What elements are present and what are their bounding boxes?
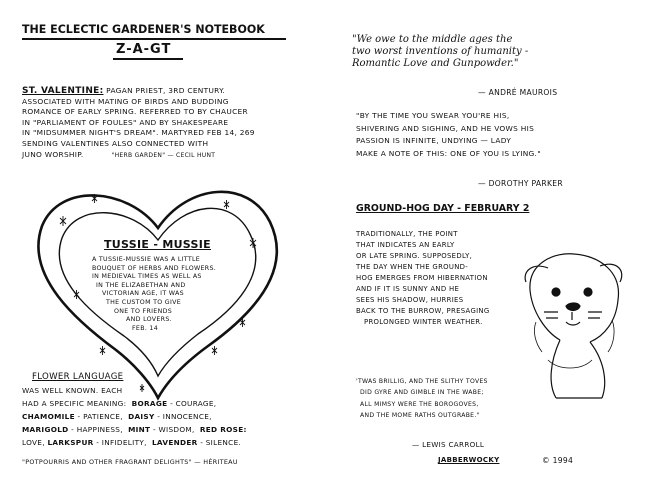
carroll-quote-line: AND THE MOME RATHS OUTGRABE." — [360, 412, 480, 420]
flower-larkspur-meaning: - INFIDELITY, — [96, 438, 147, 447]
flower-chamomile-meaning: - PATIENCE, — [77, 412, 123, 421]
notebook-subtitle: Z-A-GT — [116, 42, 172, 57]
carroll-quote-line: 'TWAS BRILLIG, AND THE SLITHY TOVES — [356, 378, 488, 385]
groundhog-line: THE DAY WHEN THE GROUND- — [356, 263, 469, 271]
carroll-author: — LEWIS CARROLL — [412, 440, 485, 449]
tussie-line: A TUSSIE-MUSSIE WAS A LITTLE — [92, 256, 201, 263]
flower-love: LOVE, — [22, 438, 45, 447]
flower-language-heading: FLOWER LANGUAGE — [32, 372, 124, 382]
groundhog-line: PROLONGED WINTER WEATHER. — [364, 318, 483, 326]
groundhog-line: OR LATE SPRING. SUPPOSEDLY, — [356, 252, 473, 260]
left-footer-source: "POTPOURRIS AND OTHER FRAGRANT DELIGHTS" — HÉRITEAU — [22, 458, 238, 466]
groundhog-text — [356, 229, 536, 328]
valentine-line: PAGAN PRIEST, 3RD CENTURY. — [106, 86, 226, 95]
notebook-title: THE ECLECTIC GARDENER'S NOTEBOOK — [22, 22, 265, 36]
groundhog-heading: GROUND-HOG DAY - FEBRUARY 2 — [356, 203, 530, 214]
flower-larkspur: LARKSPUR — [47, 438, 94, 447]
tussie-line: AND LOVERS. — [126, 316, 172, 324]
parker-quote — [356, 110, 636, 160]
valentine-heading: ST. VALENTINE: — [22, 86, 104, 96]
flower-chamomile: CHAMOMILE — [22, 412, 75, 421]
flower-mint: MINT — [128, 425, 151, 434]
valentine-line: IN "PARLIAMENT OF FOULES" AND BY SHAKESPEARE — [22, 117, 229, 127]
flower-language-line: HAD A SPECIFIC MEANING: — [22, 399, 127, 408]
maurois-quote-line: two worst inventions of humanity - — [352, 46, 529, 57]
flower-lavender-meaning: - SILENCE. — [200, 438, 242, 447]
groundhog-line: SEES HIS SHADOW, HURRIES — [356, 296, 464, 304]
tussie-line: ONE TO FRIENDS — [114, 307, 173, 315]
flower-daisy-meaning: - INNOCENCE, — [157, 412, 212, 421]
tussie-heading: TUSSIE - MUSSIE — [104, 238, 211, 251]
tussie-line: THE CUSTOM TO GIVE — [106, 298, 182, 306]
parker-quote-line: "BY THE TIME YOU SWEAR YOU'RE HIS, — [356, 111, 510, 120]
flower-language-line: WAS WELL KNOWN. EACH — [22, 386, 123, 395]
tussie-line: IN THE ELIZABETHAN AND — [96, 281, 186, 289]
tussie-line: IN MEDIEVAL TIMES AS WELL AS — [92, 273, 202, 281]
carroll-quote — [356, 376, 556, 422]
parker-quote-line: MAKE A NOTE OF THIS: ONE OF YOU IS LYING." — [356, 148, 541, 158]
valentine-source: "HERB GARDEN" — CECIL HUNT — [111, 151, 216, 159]
flower-mint-meaning: - WISDOM, — [152, 425, 195, 434]
carroll-source: JABBERWOCKY — [438, 456, 500, 464]
valentine-line: SENDING VALENTINES ALSO CONNECTED WITH — [22, 138, 209, 148]
flower-daisy: DAISY — [128, 412, 155, 421]
parker-quote-line: SHIVERING AND SIGHING, AND HE VOWS HIS — [356, 123, 535, 133]
groundhog-line: TRADITIONALLY, THE POINT — [356, 230, 458, 238]
carroll-quote-line: DID GYRE AND GIMBLE IN THE WABE; — [360, 389, 484, 397]
tussie-line: BOUQUET OF HERBS AND FLOWERS. — [92, 264, 217, 272]
groundhog-line: HOG EMERGES FROM HIBERNATION — [356, 274, 488, 282]
valentine-line: JUNO WORSHIP. — [22, 149, 84, 159]
groundhog-line: AND IF IT IS SUNNY AND HE — [356, 285, 460, 293]
valentine-line: ASSOCIATED WITH MATING OF BIRDS AND BUDDING — [22, 96, 229, 106]
groundhog-line: THAT INDICATES AN EARLY — [356, 241, 455, 249]
tussie-line: FEB. 14 — [132, 324, 159, 332]
tussie-line: VICTORIAN AGE, IT WAS — [102, 290, 184, 298]
flower-red-rose: RED ROSE: — [199, 425, 247, 434]
maurois-quote-line: Romantic Love and Gunpowder." — [352, 58, 519, 69]
flower-marigold: MARIGOLD — [22, 425, 69, 434]
parker-quote-line: PASSION IS INFINITE, UNDYING — LADY — [356, 136, 512, 146]
flower-language-block — [22, 370, 312, 449]
flower-borage: BORAGE — [131, 399, 168, 408]
flower-borage-meaning: - COURAGE, — [170, 399, 217, 408]
flower-lavender: LAVENDER — [151, 438, 198, 447]
copyright-mark: © 1994 — [542, 456, 574, 465]
flower-marigold-meaning: - HAPPINESS, — [71, 425, 123, 434]
carroll-quote-line: ALL MIMSY WERE THE BOROGOVES, — [360, 400, 479, 408]
valentine-line: IN "MIDSUMMER NIGHT'S DREAM". MARTYRED FEB 14, 269 — [22, 128, 255, 138]
maurois-quote — [352, 34, 632, 70]
maurois-author: — ANDRÉ MAUROIS — [478, 88, 558, 97]
tussie-text — [92, 256, 232, 333]
groundhog-line: BACK TO THE BURROW, PRESAGING — [356, 307, 490, 315]
valentine-line: ROMANCE OF EARLY SPRING. REFERRED TO BY CHAUCER — [22, 107, 248, 117]
parker-author: — DOROTHY PARKER — [478, 179, 563, 188]
maurois-quote-line: "We owe to the middle ages the — [352, 34, 513, 45]
